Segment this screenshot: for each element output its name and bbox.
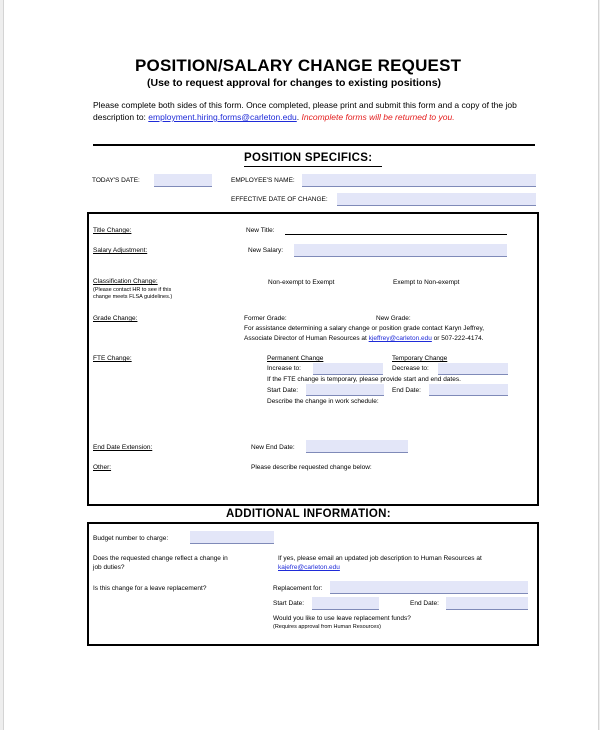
employee-name-field[interactable]	[302, 174, 536, 187]
todays-date-label: TODAY'S DATE:	[92, 177, 140, 184]
other-label: Other:	[93, 464, 112, 471]
increase-to-label: Increase to:	[267, 365, 301, 372]
fte-start-date-label: Start Date:	[267, 387, 299, 394]
describe-requested-label: Please describe requested change below:	[251, 464, 372, 471]
replacement-for-field[interactable]	[330, 581, 528, 594]
budget-label: Budget number to charge:	[93, 535, 169, 542]
new-title-label: New Title:	[246, 227, 275, 234]
leave-start-date-label: Start Date:	[273, 600, 305, 607]
grade-note-suffix: or 507-222-4174.	[433, 335, 484, 342]
increase-to-field[interactable]	[313, 363, 383, 375]
header-divider	[93, 144, 535, 146]
classification-change-label: Classification Change:	[93, 278, 158, 285]
fte-change-label: FTE Change:	[93, 355, 132, 362]
leave-end-date-field[interactable]	[446, 597, 528, 610]
leave-start-date-field[interactable]	[312, 597, 379, 610]
employee-name-label: EMPLOYEE'S NAME:	[231, 177, 295, 184]
replacement-for-label: Replacement for:	[273, 585, 323, 592]
title-change-label: Title Change:	[93, 227, 132, 234]
section-underline	[244, 166, 382, 167]
grade-note-line-2	[244, 335, 484, 343]
duties-question-line-1: Does the requested change reflect a change in	[93, 555, 228, 562]
additional-info-title: ADDITIONAL INFORMATION:	[226, 508, 391, 520]
instructions-line-2: description to: employment.hiring.forms@carleton.edu. Incomplete forms will be returned to you.	[93, 112, 455, 122]
incomplete-warning: Incomplete forms will be returned to you.	[301, 112, 455, 122]
new-end-date-label: New End Date:	[251, 444, 295, 451]
decrease-to-label: Decrease to:	[392, 365, 429, 372]
decrease-to-field[interactable]	[438, 363, 508, 375]
instructions-prefix: description to:	[93, 112, 146, 122]
former-grade-label: Former Grade:	[244, 315, 287, 322]
duties-question-line-2: job duties?	[93, 564, 125, 571]
instructions-line-1: Please complete both sides of this form. Once completed, please print and submit this form and a copy of the job	[93, 100, 517, 110]
kajefre-email-link[interactable]: kajefre@carleton.edu	[278, 564, 340, 571]
leave-question: Is this change for a leave replacement?	[93, 585, 207, 592]
position-specifics-title: POSITION SPECIFICS:	[244, 152, 373, 164]
todays-date-field[interactable]	[154, 174, 212, 187]
classification-note-line-1: (Please contact HR to see if this	[93, 287, 172, 293]
kjeffrey-email-link[interactable]: kjeffrey@carleton.edu	[368, 335, 432, 342]
leave-funds-question: Would you like to use leave replacement funds?	[273, 615, 411, 622]
salary-adjustment-label: Salary Adjustment:	[93, 247, 148, 254]
temporary-change-option[interactable]: Temporary Change	[392, 355, 448, 362]
effective-date-field[interactable]	[337, 193, 536, 206]
duties-note: If yes, please email an updated job description to Human Resources at	[278, 555, 482, 562]
exempt-to-non-exempt-option[interactable]: Exempt to Non-exempt	[393, 279, 460, 286]
leave-funds-note: (Requires approval from Human Resources)	[273, 624, 381, 630]
fte-end-date-label: End Date:	[392, 387, 421, 394]
non-exempt-to-exempt-option[interactable]: Non-exempt to Exempt	[268, 279, 335, 286]
form-page	[3, 0, 599, 730]
effective-date-label: EFFECTIVE DATE OF CHANGE:	[231, 196, 328, 203]
grade-change-label: Grade Change:	[93, 315, 138, 322]
fte-end-date-field[interactable]	[429, 384, 508, 396]
new-salary-field[interactable]	[294, 244, 507, 257]
form-subtitle: (Use to request approval for changes to existing positions)	[147, 77, 442, 89]
new-salary-label: New Salary:	[248, 247, 284, 254]
form-title: POSITION/SALARY CHANGE REQUEST	[135, 56, 462, 75]
classification-note-line-2: change meets FLSA guidelines.)	[93, 294, 173, 300]
new-title-field[interactable]	[285, 234, 507, 235]
new-end-date-field[interactable]	[306, 440, 408, 453]
grade-note-line-1: For assistance determining a salary change or position grade contact Karyn Jeffrey,	[244, 325, 485, 332]
fte-temporary-note: If the FTE change is temporary, please provide start and end dates.	[267, 376, 461, 383]
budget-field[interactable]	[190, 531, 274, 544]
leave-end-date-label: End Date:	[410, 600, 439, 607]
classification-note	[93, 287, 172, 301]
fte-start-date-field[interactable]	[306, 384, 384, 396]
end-date-extension-label: End Date Extension:	[93, 444, 153, 451]
employment-email-link[interactable]: employment.hiring.forms@carleton.edu	[148, 112, 297, 122]
permanent-change-option[interactable]: Permanent Change	[267, 355, 324, 362]
new-grade-label: New Grade:	[376, 315, 411, 322]
grade-note-prefix: Associate Director of Human Resources at	[244, 335, 367, 342]
describe-schedule-label: Describe the change in work schedule:	[267, 398, 379, 405]
